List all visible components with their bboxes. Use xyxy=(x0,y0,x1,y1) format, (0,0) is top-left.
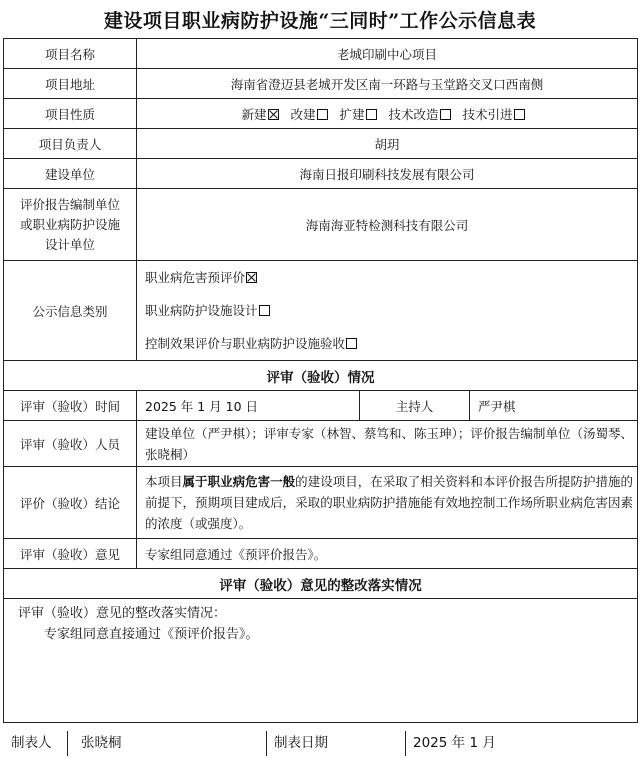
review-time-label: 评审（验收）时间 xyxy=(4,391,137,421)
checkbox-checked-icon[interactable] xyxy=(268,109,279,120)
review-time-value: 2025 年 1 月 10 日 xyxy=(137,391,360,421)
review-section-title: 评审（验收）情况 xyxy=(4,361,638,391)
info-category-options xyxy=(137,261,638,361)
project-leader-label: 项目负责人 xyxy=(4,129,137,159)
feedback-line-2: 专家组同意直接通过《预评价报告》。 xyxy=(44,627,259,642)
date-label: 制表日期 xyxy=(274,735,328,751)
checkbox-empty-icon[interactable] xyxy=(514,109,525,120)
project-nature-options xyxy=(137,99,638,129)
row-review-personnel xyxy=(4,421,638,467)
construction-unit-value: 海南日报印刷科技发展有限公司 xyxy=(137,159,638,189)
row-project-address xyxy=(4,69,638,99)
project-nature-label: 项目性质 xyxy=(4,99,137,129)
row-review-opinion xyxy=(4,539,638,569)
info-table xyxy=(3,38,638,723)
nature-option-new[interactable]: 新建 xyxy=(242,107,287,122)
construction-unit-label: 建设单位 xyxy=(4,159,137,189)
checkbox-checked-icon[interactable] xyxy=(246,272,257,283)
maker-value: 张晓桐 xyxy=(81,735,122,751)
host-value: 严尹棋 xyxy=(470,391,638,421)
footer-divider xyxy=(405,731,406,756)
row-feedback-header xyxy=(4,569,638,599)
checkbox-empty-icon[interactable] xyxy=(366,109,377,120)
feedback-content xyxy=(4,599,638,723)
row-review-header xyxy=(4,361,638,391)
checkbox-empty-icon[interactable] xyxy=(440,109,451,120)
feedback-line-1: 评审（验收）意见的整改落实情况： xyxy=(18,606,227,621)
feedback-section-title: 评审（验收）意见的整改落实情况 xyxy=(4,569,638,599)
evaluation-unit-value: 海南海亚特检测科技有限公司 xyxy=(137,189,638,261)
category-option-pre-evaluation[interactable]: 职业病危害预评价 xyxy=(145,261,633,294)
footer-divider xyxy=(266,731,267,756)
project-address-value: 海南省澄迈县老城开发区南一环路与玉堂路交叉口西南侧 xyxy=(137,69,638,99)
review-conclusion-value: 本项目属于职业病危害一般的建设项目，在采取了相关资料和本评价报告所提防护措施的前提下，预期项目建成后，采取的职业病防护措施能有效地控制工作场所职业病危害因素的浓度（或强度）。 xyxy=(137,467,638,539)
nature-option-expand[interactable]: 扩建 xyxy=(340,107,385,122)
category-option-design[interactable]: 职业病防护设施设计 xyxy=(145,294,633,327)
checkbox-empty-icon[interactable] xyxy=(317,109,328,120)
row-review-time xyxy=(4,391,638,421)
evaluation-unit-label: 评价报告编制单位 或职业病防护设施 设计单位 xyxy=(4,189,137,261)
row-feedback-content xyxy=(4,599,638,723)
project-leader-value: 胡玥 xyxy=(137,129,638,159)
row-project-nature xyxy=(4,99,638,129)
nature-option-tech-upgrade[interactable]: 技术改造 xyxy=(389,107,459,122)
project-address-label: 项目地址 xyxy=(4,69,137,99)
review-personnel-label: 评审（验收）人员 xyxy=(4,421,137,467)
row-project-leader xyxy=(4,129,638,159)
checkbox-empty-icon[interactable] xyxy=(259,305,270,316)
footer-divider xyxy=(67,731,68,756)
nature-option-rebuild[interactable]: 改建 xyxy=(291,107,336,122)
project-name-label: 项目名称 xyxy=(4,39,137,69)
review-opinion-value: 专家组同意通过《预评价报告》。 xyxy=(137,539,638,569)
review-conclusion-label: 评价（验收）结论 xyxy=(4,467,137,539)
footer-row xyxy=(3,731,637,756)
project-name-value: 老城印刷中心项目 xyxy=(137,39,638,69)
info-category-label: 公示信息类别 xyxy=(4,261,137,361)
review-personnel-value: 建设单位（严尹棋）；评审专家（林智、蔡笃和、陈玉珅）；评价报告编制单位（汤蜀琴、张晓桐） xyxy=(137,421,638,467)
category-option-acceptance[interactable]: 控制效果评价与职业病防护设施验收 xyxy=(145,327,633,360)
row-info-category xyxy=(4,261,638,361)
checkbox-empty-icon[interactable] xyxy=(346,338,357,349)
review-opinion-label: 评审（验收）意见 xyxy=(4,539,137,569)
row-project-name xyxy=(4,39,638,69)
row-evaluation-unit xyxy=(4,189,638,261)
conclusion-hazard-level: 属于职业病危害一般 xyxy=(182,474,296,489)
form-title: 建设项目职业病防护设施“三同时”工作公示信息表 xyxy=(103,10,537,32)
host-label: 主持人 xyxy=(360,391,470,421)
maker-label: 制表人 xyxy=(11,735,52,751)
row-review-conclusion xyxy=(4,467,638,539)
date-value: 2025 年 1 月 xyxy=(413,735,496,751)
nature-option-tech-import[interactable]: 技术引进 xyxy=(463,107,533,122)
row-construction-unit xyxy=(4,159,638,189)
